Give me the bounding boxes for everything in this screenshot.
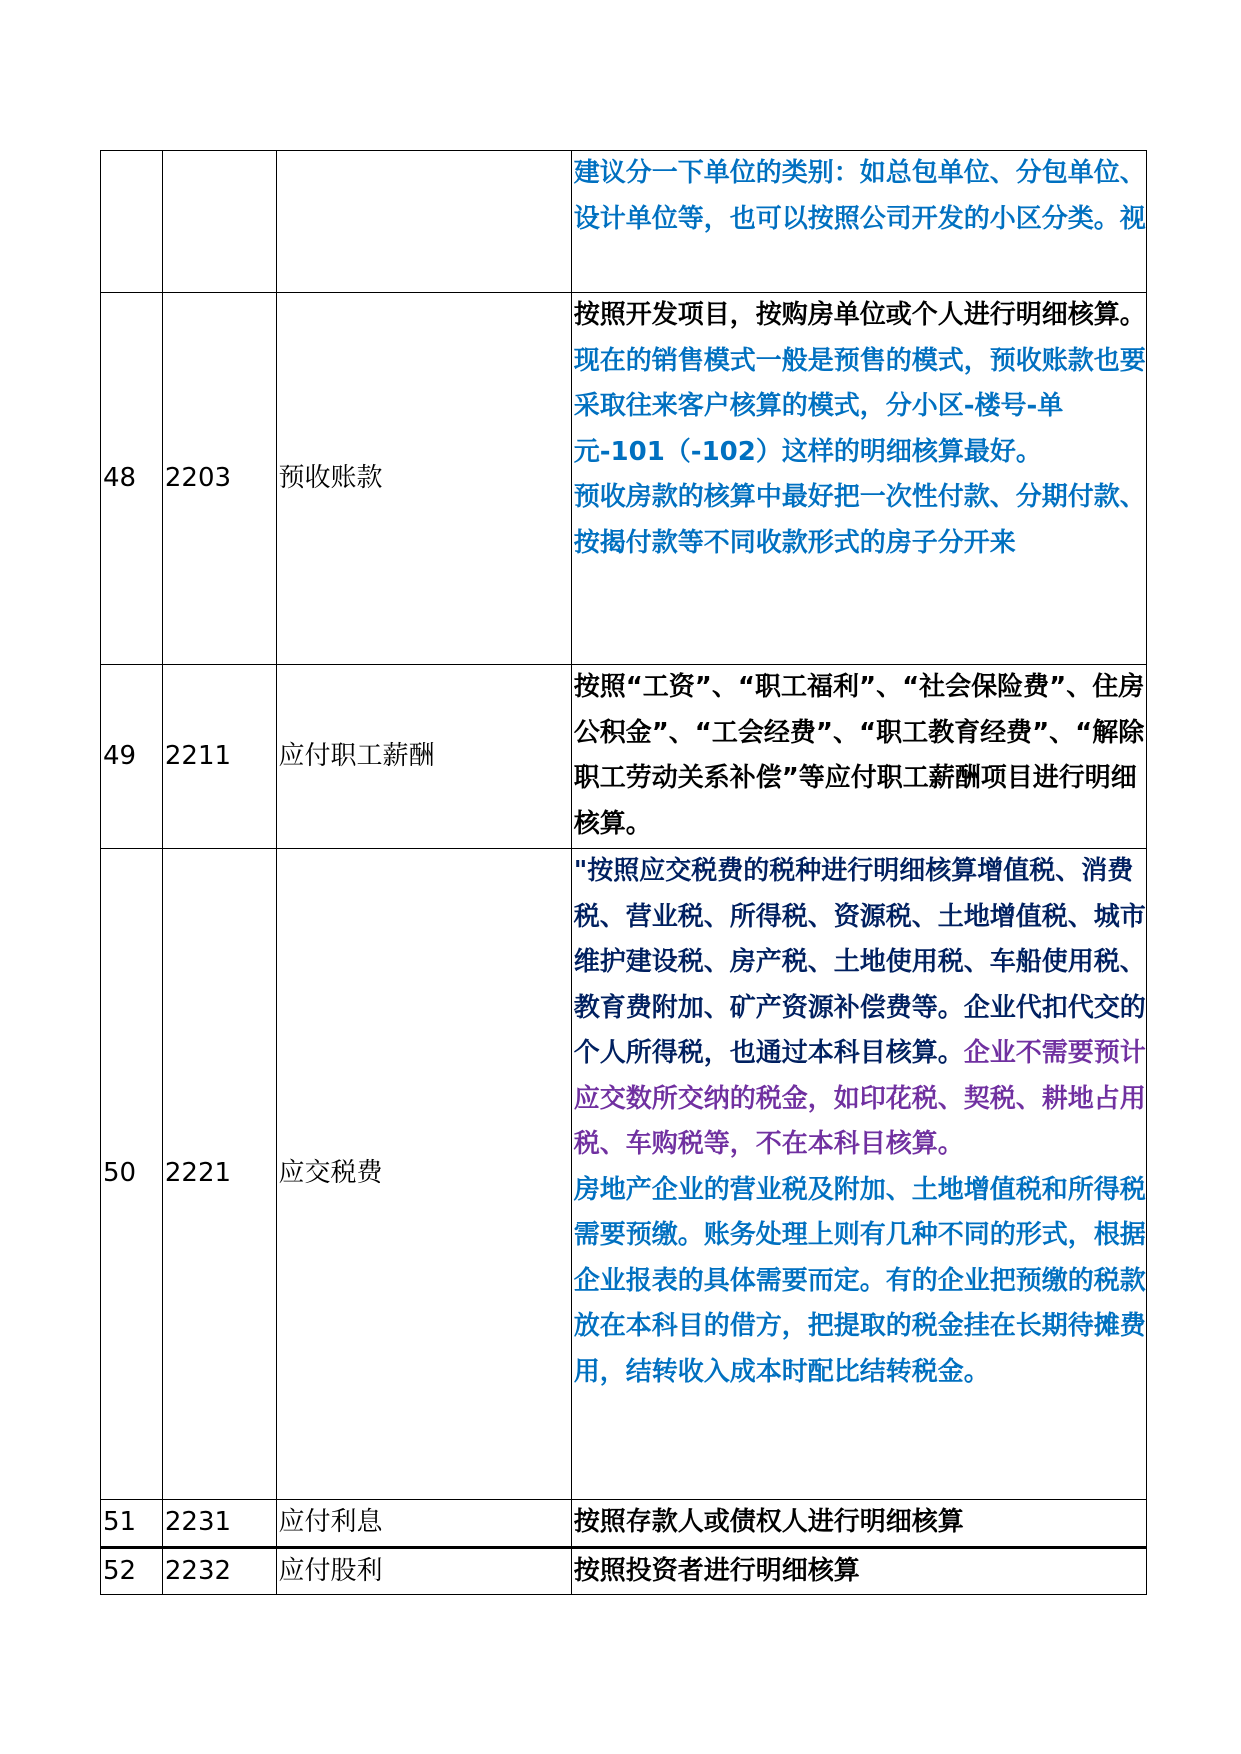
row-number bbox=[101, 151, 163, 293]
description-text: "按照应交税费的税种进行明细核算增值税、消费税、营业税、所得税、资源税、土地增值税、城市维护建设税、房产税、土地使用税、车船使用税、教育费附加、矿产资源补偿费等。企业代扣代交的个人所得税，也通过本科目核算。 bbox=[573, 856, 1146, 1068]
account-code: 2203 bbox=[162, 293, 276, 665]
table-row bbox=[101, 1500, 1147, 1548]
account-name bbox=[276, 151, 571, 293]
table-row bbox=[101, 151, 1147, 293]
table-row bbox=[101, 1547, 1147, 1595]
account-name: 预收账款 bbox=[276, 293, 571, 665]
account-name: 应付股利 bbox=[276, 1547, 571, 1595]
description-text: 按照“工资”、“职工福利”、“社会保险费”、住房公积金”、“工会经费”、“职工教育经费”、“解除职工劳动关系补偿”等应付职工薪酬项目进行明细核算。 bbox=[573, 672, 1145, 839]
row-number: 50 bbox=[101, 849, 163, 1500]
description-text: 企业不需要预计应交数所交纳的税金，如印花税、契税、耕地占用税、车购税等，不在本科目核算。 bbox=[573, 1038, 1146, 1159]
row-number: 51 bbox=[101, 1500, 163, 1548]
description-text: 现在的销售模式一般是预售的模式，预收账款也要采取往来客户核算的模式，分小区-楼号-单元-101（-102）这样的明细核算最好。 bbox=[573, 345, 1146, 467]
account-description bbox=[571, 849, 1146, 1500]
account-description bbox=[571, 151, 1146, 293]
description-text: 按照开发项目，按购房单位或个人进行明细核算。 bbox=[573, 300, 1146, 330]
description-text: 建议分一下单位的类别：如总包单位、分包单位、设计单位等，也可以按照公司开发的小区分类。视 bbox=[573, 158, 1146, 234]
account-code: 2221 bbox=[162, 849, 276, 1500]
table-row bbox=[101, 293, 1147, 665]
row-number: 49 bbox=[101, 665, 163, 849]
description-text: 按照存款人或债权人进行明细核算 bbox=[573, 1507, 964, 1537]
account-code: 2231 bbox=[162, 1500, 276, 1548]
account-description bbox=[571, 293, 1146, 665]
account-code: 2232 bbox=[162, 1547, 276, 1595]
account-table bbox=[100, 150, 1147, 1595]
table-row bbox=[101, 849, 1147, 1500]
account-code: 2211 bbox=[162, 665, 276, 849]
description-paragraph: 房地产企业的营业税及附加、土地增值税和所得税需要预缴。账务处理上则有几种不同的形式，根据企业报表的具体需要而定。有的企业把预缴的税款放在本科目的借方，把提取的税金挂在长期待摊费用，结转收入成本时配比结转税金。 bbox=[573, 1174, 1146, 1387]
account-name: 应付利息 bbox=[276, 1500, 571, 1548]
account-description bbox=[571, 1500, 1146, 1548]
table-row bbox=[101, 665, 1147, 849]
account-description bbox=[571, 665, 1146, 849]
account-description bbox=[571, 1547, 1146, 1595]
description-text: 按照投资者进行明细核算 bbox=[573, 1555, 860, 1586]
row-number: 52 bbox=[101, 1547, 163, 1595]
row-number: 48 bbox=[101, 293, 163, 665]
account-code bbox=[162, 151, 276, 293]
account-name: 应付职工薪酬 bbox=[276, 665, 571, 849]
description-paragraph: 预收房款的核算中最好把一次性付款、分期付款、按揭付款等不同收款形式的房子分开来 bbox=[573, 482, 1146, 558]
account-name: 应交税费 bbox=[276, 849, 571, 1500]
